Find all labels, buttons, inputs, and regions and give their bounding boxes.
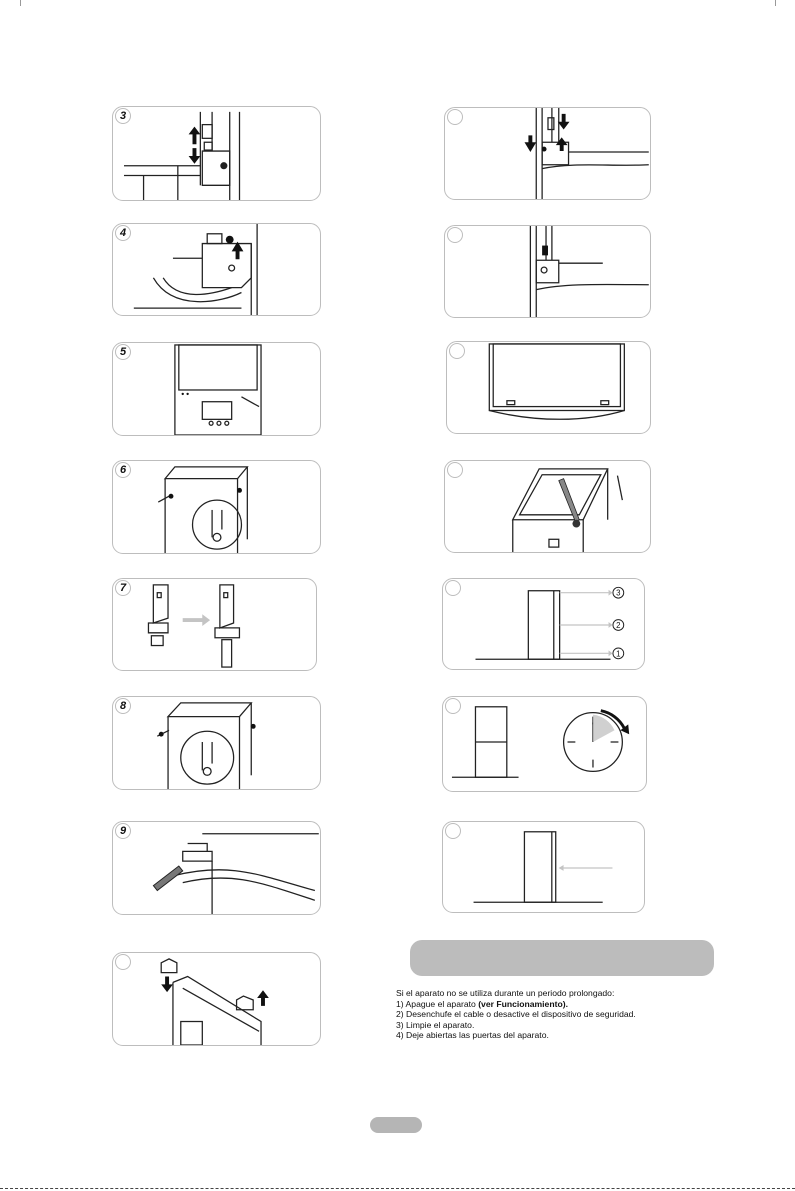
step-panel-10 <box>112 952 321 1046</box>
page-number-pill <box>370 1117 422 1133</box>
step-number: 8 <box>115 698 131 714</box>
notes-item-2: 2) Desenchufe el cable o desactive el dispositivo de seguridad. <box>396 1009 636 1020</box>
fridge-clock-illustration <box>443 697 646 791</box>
crop-mark <box>775 0 776 6</box>
step-number: 6 <box>115 462 131 478</box>
hinge-top-illustration <box>113 107 320 200</box>
right-panel-7 <box>442 821 645 913</box>
door-caps-illustration <box>113 953 320 1045</box>
step-number: 7 <box>115 580 131 596</box>
level-marker-1: 1 <box>616 649 621 659</box>
step-number <box>445 580 461 596</box>
step-number: 5 <box>115 344 131 360</box>
right-panel-3 <box>446 341 651 434</box>
right-panel-2 <box>444 225 651 318</box>
step-number <box>447 462 463 478</box>
step-number <box>445 698 461 714</box>
step-number <box>447 227 463 243</box>
step-panel-7 <box>112 578 317 671</box>
step-number: 4 <box>115 225 131 241</box>
hinge-removal-illustration <box>113 224 320 315</box>
right-panel-4 <box>444 460 651 553</box>
step-number <box>445 823 461 839</box>
notes-item-3: 3) Limpie el aparato. <box>396 1019 475 1030</box>
notes-item-1-bold: (ver Funcionamiento). <box>478 998 568 1009</box>
right-panel-1 <box>444 107 651 200</box>
screwdriver-handle-illustration <box>113 822 320 914</box>
door-front-illustration <box>447 342 650 433</box>
step-number <box>449 343 465 359</box>
storage-notes <box>396 988 716 1041</box>
step-number <box>447 109 463 125</box>
bracket-swap-illustration <box>113 579 316 670</box>
crop-mark <box>20 0 21 6</box>
step-panel-3 <box>112 106 321 201</box>
door-bracket-illustration <box>113 343 320 435</box>
cabinet-hinge-refit-illustration <box>113 697 320 789</box>
step-panel-4 <box>112 223 321 316</box>
step-panel-5 <box>112 342 321 436</box>
step-number: 3 <box>115 108 131 124</box>
right-panel-5 <box>442 578 645 670</box>
cabinet-hinge-illustration <box>113 461 320 553</box>
step-number <box>115 954 131 970</box>
section-header-bar <box>410 940 714 976</box>
fridge-side-illustration <box>443 822 644 912</box>
door-screw-illustration <box>445 461 650 552</box>
level-marker-3: 3 <box>616 588 621 598</box>
hinge-fitted-illustration <box>445 226 650 317</box>
notes-item-1: 1) Apague el aparato (ver Funcionamiento). <box>396 998 568 1009</box>
hinge-top-reverse-illustration <box>445 108 650 199</box>
notes-intro: Si el aparato no se utiliza durante un periodo prolongado: <box>396 988 615 998</box>
step-panel-6 <box>112 460 321 554</box>
notes-item-4: 4) Deje abiertas las puertas del aparato. <box>396 1030 549 1041</box>
footer-cut-line <box>0 1188 795 1189</box>
step-panel-9 <box>112 821 321 915</box>
step-number: 9 <box>115 823 131 839</box>
level-marker-2: 2 <box>616 620 621 630</box>
right-panel-6 <box>442 696 647 792</box>
step-panel-8 <box>112 696 321 790</box>
fridge-levels-illustration <box>443 579 644 669</box>
